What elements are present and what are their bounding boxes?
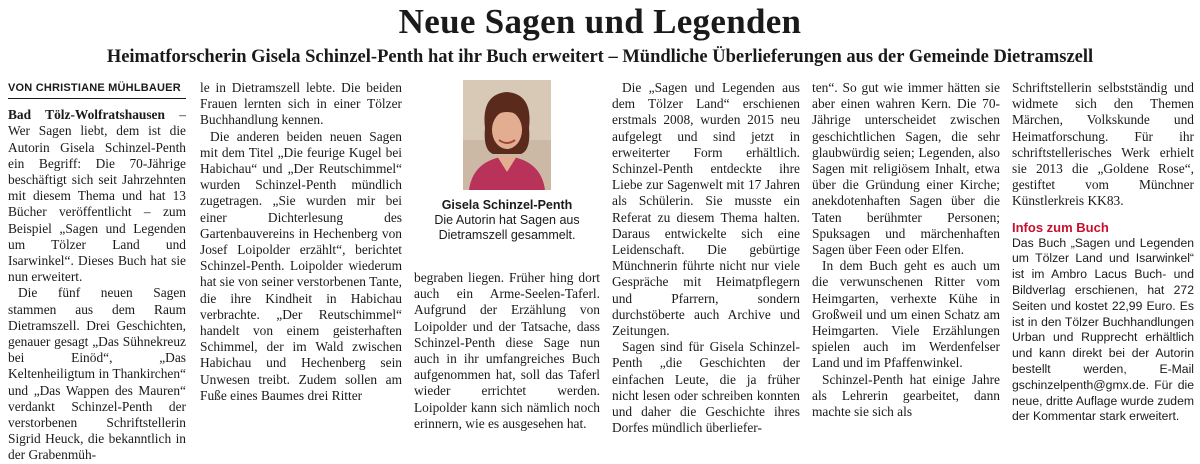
paragraph: Schinzel-Penth hat einige Jahre als Lehrerin gearbeitet, dann machte sie sich als bbox=[812, 371, 1000, 420]
info-box-title: Infos zum Buch bbox=[1012, 219, 1109, 235]
article-column-2 bbox=[200, 80, 402, 452]
author-portrait-image bbox=[463, 80, 551, 190]
paragraph: begraben liegen. Früher hing dort auch ein Arme-Seelen-Taferl. Aufgrund der Erzählung von Loipolder und der Tatsache, dass Schinzel-Penth diese Sage nun auch in ihr umfangreiches Buch aufgenommen hat, soll das Taferl wieder errichtet werden. Loipolder kann sich nämlich noch erinnern, wie es ausgesehen hat. bbox=[414, 270, 600, 431]
byline: VON CHRISTIANE MÜHLBAUER bbox=[8, 80, 186, 99]
subheadline: Heimatforscherin Gisela Schinzel-Penth hat ihr Buch erweitert – Mündliche Überlieferungen aus der Gemeinde Dietramszell bbox=[106, 47, 1094, 67]
article-column-6 bbox=[1012, 80, 1194, 452]
photo-caption-text: Die Autorin hat Sagen aus Dietramszell gesammelt. bbox=[434, 213, 580, 242]
paragraph: le in Dietramszell lebte. Die beiden Frauen lernten sich in einer Tölzer Buchhandlung kennen. bbox=[200, 80, 402, 128]
article-column-5 bbox=[812, 80, 1000, 452]
photo-caption-name: Gisela Schinzel-Penth bbox=[441, 198, 573, 212]
paragraph: Sagen sind für Gisela Schinzel-Penth „die Geschichten der einfachen Leute, die ja früher nicht lesen oder schreiben konnten und daher die Geschichte ihres Dorfes mündlich überliefer- bbox=[612, 339, 800, 436]
paragraph: Die „Sagen und Legenden aus dem Tölzer Land“ erschienen erstmals 2008, wurden 2015 neu aufgelegt und sind jetzt in erweiterter Form erhältlich. Schinzel-Penth entdeckte ihre Liebe zur Sagenwelt mit 17 Jahren als Schülerin. Sie musste ein Referat zu diesem Thema halten. Daraus entwickelte sich eine Leidenschaft. Die gebürtige Münchnerin führte nicht nur viele Gespräche mit Heimatpflegern und Pfarrern, sondern durchstöberte auch Archive und Zeitungen. bbox=[612, 80, 800, 339]
article-column-3 bbox=[414, 270, 600, 452]
paragraph bbox=[8, 107, 186, 285]
paragraph: Schriftstellerin selbstständig und widmete sich den Themen Märchen, Volkskunde und Heimatforschung. Für ihr schriftstellerisches Werk erhielt sie 2013 die „Goldene Rose“, gestiftet vom Münchner Künstlerkreis KK83. bbox=[1012, 80, 1194, 209]
article-column-4 bbox=[612, 80, 800, 452]
author-photo-box bbox=[414, 80, 600, 268]
paragraph: In dem Buch geht es auch um die verwunschenen Ritter vom Heimgarten, verhexte Kühe in Großweil und um einen Schatz am Heimgarten. Viele Erzählungen spielen auch im Werdenfelser Land und im Pfaffenwinkel. bbox=[812, 258, 1000, 371]
paragraph: ten“. So gut wie immer hätten sie aber einen wahren Kern. Die 70-Jährige unterscheidet zwischen geschichtlichen Sagen, die sehr glaubwürdig seien; Legenden, also Sagen mit religiösem Inhalt, etwa über die Gründung einer Kirche; anekdotenhaften Sagen über die Taten berühmter Personen; Spuksagen und märchenhaften Sagen über Feen oder Elfen. bbox=[812, 80, 1000, 258]
headline: Neue Sagen und Legenden bbox=[398, 2, 802, 41]
paragraph-text: – Wer Sagen liebt, dem ist die Autorin Gisela Schinzel-Penth ein Begriff: Die 70-Jährige beschäftigt sich seit Jahrzehnten mit diesem Thema und hat 13 Bücher veröffentlicht – zum Beispiel „Sagen und Legenden um Tölzer Land und Isarwinkel“. Dieses Buch hat sie nun erweitert. bbox=[8, 107, 186, 285]
paragraph: Die anderen beiden neuen Sagen mit dem Titel „Die feurige Kugel bei Habichau“ und „Der Reutschimmel“ wurden Schinzel-Penth mündlich zugetragen. „Sie wurden mir bei einer Dichterlesung des Gartenbauvereins in Hechenberg von Josef Loipolder erzählt“, berichtet Schinzel-Penth. Loipolder wiederum hat sie von seiner verstorbenen Tante, die ihre Kindheit in Habichau verbrachte. „Der Reutschimmel“ handelt von einem geisterhaften Schimmel, der im Wald zwischen Habichau und Hechenberg sein Unwesen treibt. Zudem sollen am Fuße eines Baumes drei Ritter bbox=[200, 128, 402, 403]
paragraph: Die fünf neuen Sagen stammen aus dem Raum Dietramszell. Drei Geschichten, genauer gesagt „Das Sühnekreuz bei Einöd“, „Das Keltenheiligtum in Thankirchen“ und „Das Wappen des Mauren“ verdankt Schinzel-Penth der verstorbenen Schriftstellerin Sigrid Heuck, die bekanntlich in der Grabenmüh- bbox=[8, 285, 186, 463]
article-column-1 bbox=[8, 80, 186, 463]
dateline-place: Bad Tölz-Wolfratshausen bbox=[8, 107, 165, 123]
info-box-text: Das Buch „Sagen und Legenden um Tölzer Land und Isarwinkel“ ist im Ambro Lacus Buch- und Bildverlag erschienen, hat 272 Seiten und kostet 22,99 Euro. Es ist in den Tölzer Buchhandlungen Urban und Rupprecht erhältlich und kann direkt bei der Autorin bestellt werden, E-Mail gschinzelpenth@gmx.de. Für die neue, dritte Auflage wurde zudem der Kommentar stark erweitert. bbox=[1012, 235, 1194, 424]
